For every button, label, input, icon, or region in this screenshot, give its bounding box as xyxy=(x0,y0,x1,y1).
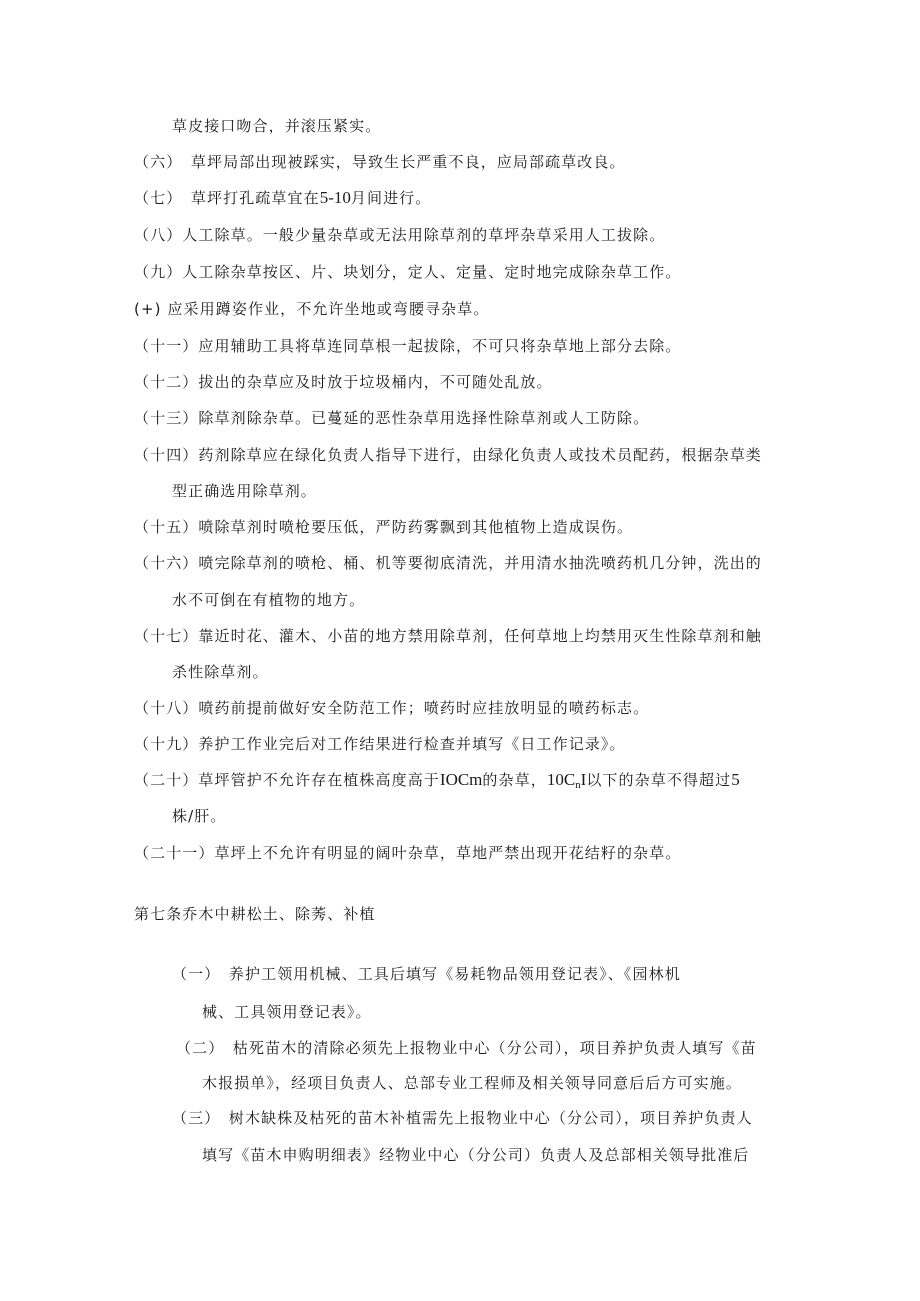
list-item-15: （十五）喷除草剂时喷枪要压低，严防药雾飘到其他植物上造成误伤。 xyxy=(134,518,634,536)
text-span: 10C xyxy=(546,770,576,789)
sublist-item-1: （一） 养护工领用机械、工具后填写《易耗物品领用登记表》、《园林机 xyxy=(172,965,681,983)
text-span: 的杂草， xyxy=(482,771,547,789)
text-span: （二十）草坪管护不允许存在植株高度高于 xyxy=(134,771,440,789)
list-item-14: （十四）药剂除草应在绿化负责人指导下进行，由绿化负责人或技术员配药，根据杂草类 xyxy=(134,446,762,464)
list-item-8: （八）人工除草。一般少量杂草或无法用除草剂的草坪杂草采用人工拔除。 xyxy=(134,226,666,244)
sublist-item-2: （二） 枯死苗木的清除必须先上报物业中心（分公司），项目养护负责人填写《苗 xyxy=(176,1039,757,1057)
text-line: 型正确选用除草剂。 xyxy=(172,482,317,500)
list-item-9: （九）人工除杂草按区、片、块划分，定人、定量、定时地完成除杂草工作。 xyxy=(134,263,682,281)
text-span: 5-10 xyxy=(319,188,351,207)
text-line: 械、工具领用登记表》。 xyxy=(202,1003,372,1021)
text-line: 填写《苗木申购明细表》经物业中心（分公司）负责人及总部相关领导批准后 xyxy=(202,1146,750,1164)
sublist-item-3: （三） 树木缺株及枯死的苗木补植需先上报物业中心（分公司），项目养护负责人 xyxy=(172,1109,753,1127)
list-item-16: （十六）喷完除草剂的喷枪、桶、机等要彻底清洗，并用清水抽洗喷药机几分钟，洗出的 xyxy=(134,554,762,572)
section-heading: 第七条乔木中耕松土、除莠、补植 xyxy=(134,905,376,923)
list-item-11: （十一）应用辅助工具将草连同草根一起拔除，不可只将杂草地上部分去除。 xyxy=(134,337,682,355)
subscript-span: n xyxy=(575,779,581,791)
list-item-18: （十八）喷药前提前做好安全防范工作；喷药时应挂放明显的喷药标志。 xyxy=(134,699,650,717)
list-item-13: （十三）除草剂除杂草。已蔓延的恶性杂草用选择性除草剂或人工防除。 xyxy=(134,409,650,427)
list-item-20 xyxy=(134,770,740,795)
text-span: I xyxy=(580,770,587,789)
list-item-17: （十七）靠近时花、灌木、小苗的地方禁用除草剂，任何草地上均禁用灭生性除草剂和触 xyxy=(134,627,762,645)
text-span: 以下的杂草不得超过 xyxy=(586,771,732,789)
text-span: 5 xyxy=(731,770,740,789)
text-span: 月间进行。 xyxy=(350,189,432,207)
list-item-21: （二十一）草坪上不允许有明显的阔叶杂草，草地严禁出现开花结籽的杂草。 xyxy=(134,844,682,862)
text-span: IOCm xyxy=(439,770,483,789)
text-line: 水不可倒在有植物的地方。 xyxy=(172,591,366,609)
list-item-12: （十二）拔出的杂草应及时放于垃圾桶内，不可随处乱放。 xyxy=(134,373,553,391)
list-item-10: (+) 应采用蹲姿作业，不允许坐地或弯腰寻杂草。 xyxy=(134,300,490,318)
list-item-6: （六） 草坪局部出现被踩实，导致生长严重不良，应局部疏草改良。 xyxy=(134,153,626,171)
text-line: 杀性除草剂。 xyxy=(172,663,269,681)
text-line: 木报损单》，经项目负责人、总部专业工程师及相关领导同意后后方可实施。 xyxy=(202,1074,742,1092)
text-line: 草皮接口吻合，并滚压紧实。 xyxy=(172,117,382,135)
text-line: 株/肝。 xyxy=(172,807,227,825)
list-item-7 xyxy=(134,188,431,208)
text-span: （七） 草坪打孔疏草宜在 xyxy=(134,189,320,207)
list-item-19: （十九）养护工作业完后对工作结果进行检查并填写《日工作记录》。 xyxy=(134,735,626,753)
